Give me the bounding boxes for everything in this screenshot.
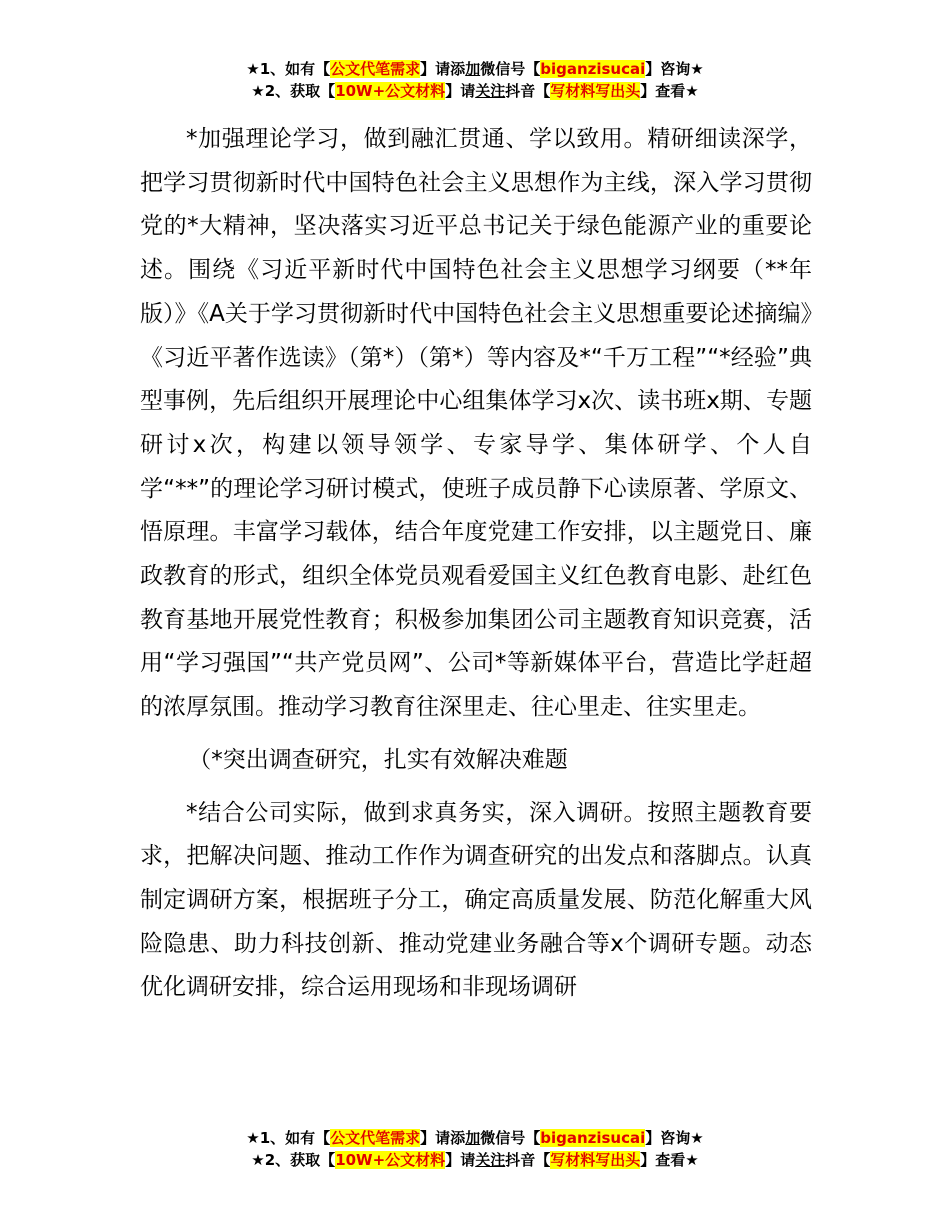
banner-text: ★2、获取【: [251, 1151, 336, 1169]
footer-banner: [0, 1127, 950, 1171]
highlight-douyin: 写材料写出头: [550, 82, 641, 100]
banner-text: 微信号【: [480, 1129, 541, 1147]
banner-text: ★1、如有【: [246, 1129, 331, 1147]
banner-text: 】请: [445, 1151, 476, 1169]
banner-text: 加: [465, 60, 481, 78]
highlight-materials: 10W+公文材料: [335, 82, 446, 100]
banner-line-2: [0, 80, 950, 102]
banner-text: 】咨询★: [645, 60, 704, 78]
banner-text: 抖音【: [505, 1151, 551, 1169]
banner-text: 】请: [445, 82, 476, 100]
banner-text: 关注: [475, 82, 506, 100]
highlight-materials: 10W+公文材料: [335, 1151, 446, 1169]
highlight-wechat-id: biganzisucai: [540, 1129, 646, 1147]
banner-text: 关注: [475, 1151, 506, 1169]
banner-line-2: [0, 1149, 950, 1171]
banner-text: 】咨询★: [645, 1129, 704, 1147]
banner-text: 】请添: [420, 1129, 466, 1147]
section-heading: （*突出调查研究，扎实有效解决难题: [188, 746, 568, 773]
paragraph-theory-study: *加强理论学习，做到融汇贯通、学以致用。精研细读深学，把学习贯彻新时代中国特色社会主义思想作为主线，深入学习贯彻党的*大精神，坚决落实习近平总书记关于绿色能源产业的重要论述。围绕《习近平新时代中国特色社会主义思想学习纲要（**年版）》《A关于学习贯彻新时代中国特色社会主义思想重要论述摘编》《习近平著作选读》（第*）（第*）等内容及*“千万工程”“*经验”典型事例，先后组织开展理论中心组集体学习x次、读书班x期、专题研讨x次，构建以领导领学、专家导学、集体研学、个人自学“**”的理论学习研讨模式，使班子成员静下心读原著、学原文、悟原理。丰富学习载体，结合年度党建工作安排，以主题党日、廉政教育的形式，组织全体党员观看爱国主义红色教育电影、赴红色教育基地开展党性教育；积极参加集团公司主题教育知识竞赛，活用“学习强国”“共产党员网”、公司*等新媒体平台，营造比学赶超的浓厚氛围。推动学习教育往深里走、往心里走、往实里走。: [140, 126, 812, 721]
highlight-service: 公文代笔需求: [330, 1129, 421, 1147]
banner-text: ★1、如有【: [246, 60, 331, 78]
highlight-wechat-id: biganzisucai: [540, 60, 646, 78]
banner-text: 】查看★: [640, 1151, 699, 1169]
highlight-douyin: 写材料写出头: [550, 1151, 641, 1169]
banner-line-1: [0, 58, 950, 80]
banner-text: 加: [465, 1129, 481, 1147]
header-banner: [0, 58, 950, 102]
document-body: [140, 118, 812, 1010]
paragraph-research: *结合公司实际，做到求真务实，深入调研。按照主题教育要求，把解决问题、推动工作作为调查研究的出发点和落脚点。认真制定调研方案，根据班子分工，确定高质量发展、防范化解重大风险隐患、助力科技创新、推动党建业务融合等x个调研专题。动态优化调研安排，综合运用现场和非现场调研: [140, 799, 812, 1001]
banner-line-1: [0, 1127, 950, 1149]
highlight-service: 公文代笔需求: [330, 60, 421, 78]
banner-text: 】查看★: [640, 82, 699, 100]
banner-text: ★2、获取【: [251, 82, 336, 100]
banner-text: 微信号【: [480, 60, 541, 78]
banner-text: 抖音【: [505, 82, 551, 100]
banner-text: 】请添: [420, 60, 466, 78]
